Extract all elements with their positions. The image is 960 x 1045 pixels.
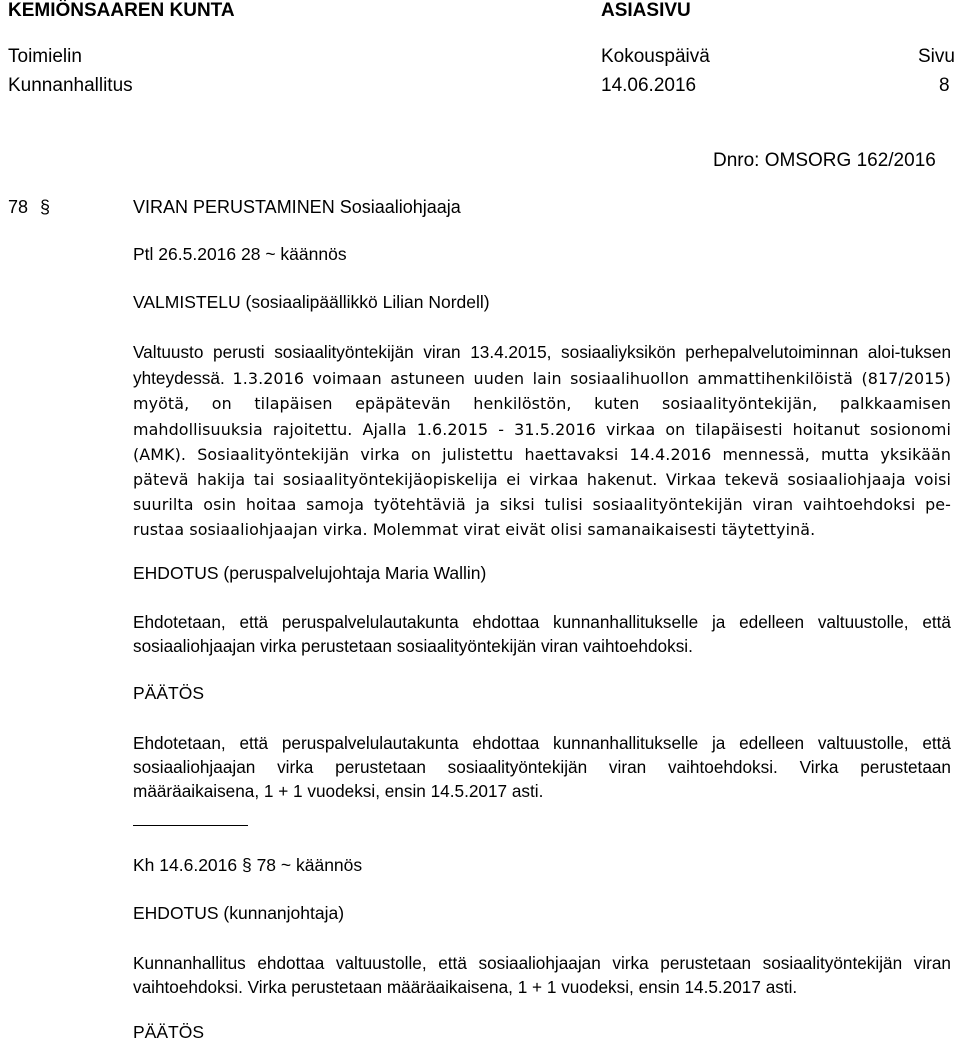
item-number: 78 — [8, 197, 29, 217]
document-type: ASIASIVU — [601, 0, 691, 21]
preparation-paragraph — [133, 340, 951, 544]
date-value: 14.06.2016 — [601, 75, 697, 96]
decision-heading-2: PÄÄTÖS — [133, 1022, 204, 1042]
date-label: Kokouspäivä — [601, 46, 710, 67]
section-symbol: § — [40, 197, 51, 217]
municipality-name: KEMIÖNSAAREN KUNTA — [8, 0, 235, 21]
decision-text: Ehdotetaan, että peruspalvelulautakunta ehdottaa kunnanhallitukselle ja edelleen valtuustolle, että sosiaaliohjaajan virka perustetaan sosiaalityöntekijän viran vaihtoehdoksi. Virka perustetaan määräaikaisena, 1 + 1 vuodeksi, ensin 14.5.2017 asti. — [133, 733, 951, 801]
proposal-text: Ehdotetaan, että peruspalvelulautakunta ehdottaa kunnanhallitukselle ja edelleen valtuustolle, että sosiaaliohjaajan virka perustetaan sosiaalityöntekijän viran vaihtoehdoksi. — [133, 612, 951, 656]
page-number: 8 — [939, 75, 950, 96]
organ-label: Toimielin — [8, 46, 82, 67]
proposal-heading-2: EHDOTUS (kunnanjohtaja) — [133, 903, 345, 923]
decision-heading: PÄÄTÖS — [133, 683, 204, 703]
divider-line — [133, 825, 248, 826]
page-label: Sivu — [918, 46, 955, 67]
proposal-heading: EHDOTUS (peruspalvelujohtaja Maria Wallin) — [133, 563, 487, 583]
preparation-text-body: 1.3.2016 voimaan astuneen uuden lain sosiaalihuollon ammattihenkilöistä (817/2015) myötä, on tilapäisen epäpätevän henkilöstön, kuten sosiaalityöntekijän, palkkaamisen mahdollisuuksia rajoitettu. Ajalla 1.6.2015 - 31.5.2016 virkaa on tilapäisesti hoitanut sosionomi (AMK). Sosiaalityöntekijän virka on julistettu haettavaksi 14.4.2016 mennessä, mutta yksikään pätevä hakija tai sosiaalityöntekijäopiskelija ei virkaa hakenut. Virkaa tekevä sosiaaliohjaaja voisi suurilta osin hoitaa samoja työtehtäviä ja siksi tulisi sosiaalityöntekijän viran vaihtoehdoksi pe-rustaa sosiaaliohjaajan virka. Molemmat virat eivät olisi samanaikaisesti täytettyinä. — [133, 369, 951, 540]
preparation-heading: VALMISTELU (sosiaalipäällikkö Lilian Nordell) — [133, 292, 490, 312]
organ-value: Kunnanhallitus — [8, 75, 133, 96]
proposal-text-2: Kunnanhallitus ehdottaa valtuustolle, että sosiaaliohjaajan virka perustetaan sosiaalityöntekijän viran vaihtoehdoksi. Virka perustetaan määräaikaisena, 1 + 1 vuodeksi, ensin 14.5.2017 asti. — [133, 953, 951, 997]
board-reference: Kh 14.6.2016 § 78 ~ käännös — [133, 855, 363, 875]
minutes-reference: Ptl 26.5.2016 28 ~ käännös — [133, 244, 347, 264]
item-title: VIRAN PERUSTAMINEN Sosiaaliohjaaja — [133, 197, 461, 217]
preparation-text-intro: Valtuusto perusti sosiaalityöntekijän viran 13.4.2015, sosiaaliyksikön perhepalvelutoiminnan aloi-tuksen yhteydessä. — [133, 342, 951, 389]
dnro: Dnro: OMSORG 162/2016 — [713, 150, 936, 171]
